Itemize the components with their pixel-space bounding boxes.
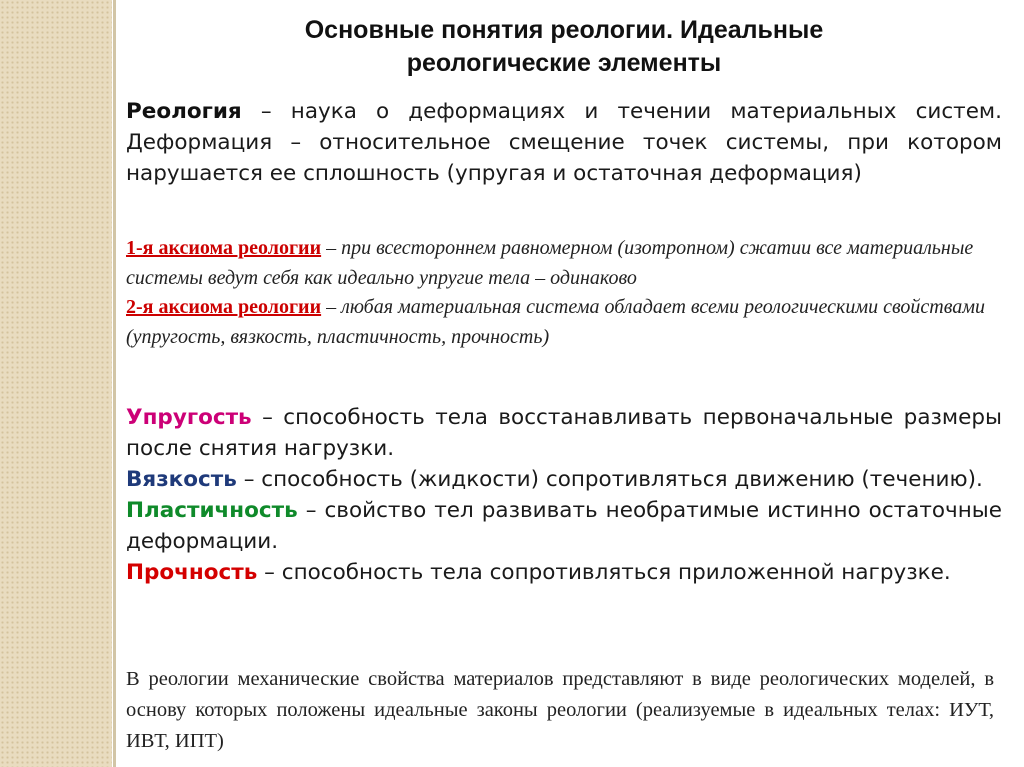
rheology-definition <box>126 96 1002 189</box>
rheology-term: Реология <box>126 99 242 124</box>
property-strength-term: Прочность <box>126 560 258 585</box>
slide-title-line-2: реологические элементы <box>406 49 722 77</box>
property-strength-text: – способность тела сопротивляться приложенной нагрузке. <box>257 560 951 585</box>
property-plasticity <box>126 495 1002 557</box>
axiom-2 <box>126 293 1002 352</box>
axiom-1-label: 1-я аксиома реологии <box>126 237 322 259</box>
axioms-block <box>126 234 1002 352</box>
axiom-1 <box>126 234 1002 293</box>
property-plasticity-text: – свойство тел развивать необратимые истинно остаточные деформации. <box>126 498 1002 554</box>
properties-list <box>126 402 1002 588</box>
property-viscosity <box>126 464 1002 495</box>
property-elasticity <box>126 402 1002 464</box>
slide-title <box>124 14 1004 80</box>
property-viscosity-text: – способность (жидкости) сопротивляться движению (течению). <box>236 467 983 492</box>
decorative-left-strip <box>0 0 112 767</box>
property-viscosity-term: Вязкость <box>126 467 237 492</box>
decorative-divider <box>113 0 116 767</box>
property-elasticity-text: – способность тела восстанавливать первоначальные размеры после снятия нагрузки. <box>126 405 1002 461</box>
axiom-1-text: – при всестороннем равномерном (изотропном) сжатии все материальные системы ведут себя как идеально упругие тела – одинаково <box>126 237 974 289</box>
property-plasticity-term: Пластичность <box>126 498 298 523</box>
property-elasticity-term: Упругость <box>126 405 252 430</box>
slide-content <box>124 0 1004 767</box>
rheological-models-paragraph: В реологии механические свойства материалов представляют в виде реологических моделей, в основу которых положены идеальные законы реологии (реализуемые в идеальных телах: ИУТ, ИВТ, ИПТ) <box>126 668 994 752</box>
rheology-definition-text: – наука о деформациях и течении материальных систем. Деформация – относительное смещение точек системы, при котором нарушается ее сплошность (упругая и остаточная деформация) <box>126 99 1002 186</box>
axiom-2-label: 2-я аксиома реологии <box>126 296 322 318</box>
property-strength <box>126 557 1002 588</box>
axiom-2-text: – любая материальная система обладает всеми реологическими свойствами (упругость, вязкость, пластичность, прочность) <box>126 296 986 348</box>
slide-title-line-1: Основные понятия реологии. Идеальные <box>304 16 824 44</box>
